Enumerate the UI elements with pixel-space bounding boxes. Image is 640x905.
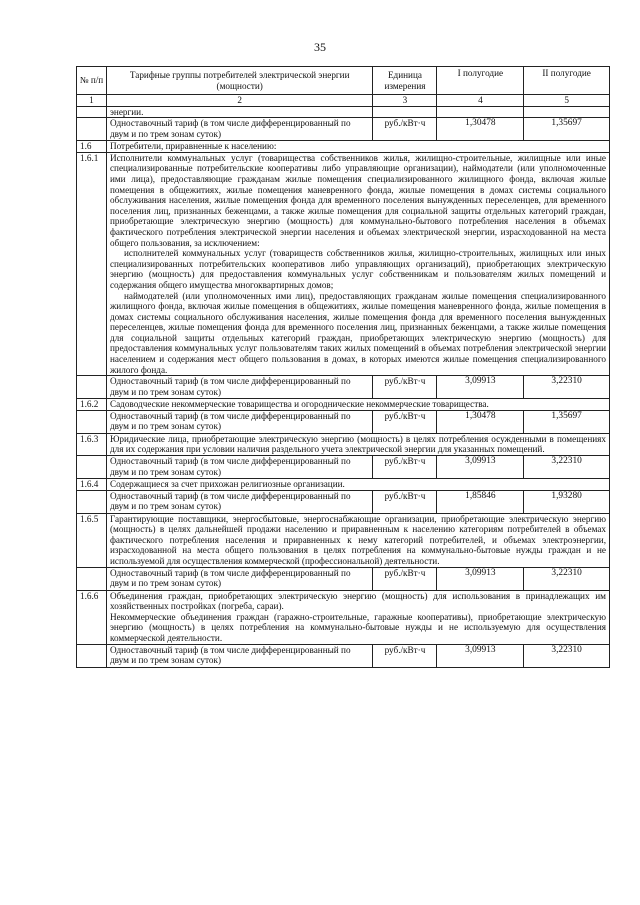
continuation-text: энергии. (106, 106, 373, 118)
unit: руб./кВт·ч (373, 490, 437, 513)
section-title: Потребители, приравненные к населению: (106, 141, 609, 153)
unit: руб./кВт·ч (373, 118, 437, 141)
column-number: 2 (106, 95, 373, 107)
column-number: 1 (77, 95, 107, 107)
table-row (77, 433, 610, 455)
value-h2: 3,22310 (524, 456, 610, 479)
table-row (77, 106, 610, 118)
tariff-label: Одноставочный тариф (в том числе дифференцированный по двум и по трем зонам суток) (106, 456, 373, 479)
row-number: 1.6.6 (77, 590, 107, 644)
row-number: 1.6.3 (77, 433, 107, 455)
paragraph: наймодателей (или уполномоченных ими лиц), предоставляющих гражданам жилые помещения специализированного жилищного фонда, включая жилые помещения в общежитиях, жилые помещения маневренного фонда, жилые помещения в домах системы социального обслуживания населения, жилые помещения фонда для временного поселения вынужденных переселенцев, жилые помещения фонда для временного поселения лиц, признанных беженцами, а также жилые помещения для социальной защиты отдельных категорий граждан, приобретающих электрическую энергию (мощность) для предоставления коммунальных услуг пользователям таких жилых помещений в объемах потребления электрической энергии населением и содержания мест общего пользования в домах, в которых имеются жилые помещения специализированного жилого фонда. (109, 290, 606, 375)
tariff-label: Одноставочный тариф (в том числе дифференцированный по двум и по трем зонам суток) (106, 644, 373, 667)
tariff-row (77, 118, 610, 141)
value-h1: 3,09913 (437, 376, 524, 399)
table-header-row (77, 67, 610, 95)
tariff-label: Одноставочный тариф (в том числе дифференцированный по двум и по трем зонам суток) (106, 567, 373, 590)
row-text: Гарантирующие поставщики, энергосбытовые, энергоснабжающие организации, приобретающие электрическую энергию (мощность) в целях дальнейшей продажи населению и приравненным к населению категориям потребителей в объемах фактического потребления населения и приравненных к нему категорий потребителей, и объемах электроэнергии, израсходованной на места общего пользования в целях потребления на коммунально-бытовые нужды граждан и не используемой для осуществления коммерческой (профессиональной) деятельности. (106, 513, 609, 567)
paragraph: Некоммерческие объединения граждан (гаражно-строительные, гаражные кооперативы), приобретающие электрическую энергию (мощность) в целях потребления на коммунально-бытовые нужды и не используемую для осуществления коммерческой деятельности. (109, 611, 606, 643)
row-number: 1.6.5 (77, 513, 107, 567)
paragraph: Объединения граждан, приобретающих электрическую энергию (мощность) для использования в принадлежащих им хозяйственных постройках (погреба, сараи). (109, 590, 606, 612)
paragraph: исполнителей коммунальных услуг (товариществ собственников жилья, жилищно-строительных, жилищных или иных специализированных потребительских кооперативов либо управляющих организаций), приобретающих электрическую энергию (мощность) для предоставления коммунальных услуг собственникам и пользователям жилых помещений и содержания общего имущества многоквартирных домов; (109, 248, 606, 290)
tariff-row (77, 376, 610, 399)
paragraph: Исполнители коммунальных услуг (товарищества собственников жилья, жилищно-строительные, жилищные или иные специализированные потребительские кооперативы либо управляющие организации), наймодатели (или уполномоченные ими лица), предоставляющие гражданам жилые помещения специализированного жилищного фонда, включая жилые помещения в общежитиях, жилые помещения маневренного фонда, жилые помещения в домах системы социального обслуживания населения, жилые помещения фонда для временного поселения вынужденных переселенцев, для временного поселения лиц, признанных беженцами, а также жилые помещения для социальной защиты отдельных категорий граждан, приобретающие электрическую энергию (мощность) для коммунально-бытового потребления населения в объемах фактического потребления электрической энергии населения и объемах электрической энергии, израсходованной на места общего пользования, за исключением: (109, 152, 606, 248)
header-h1: I полугодие (437, 67, 524, 95)
value-h2: 1,35697 (524, 410, 610, 433)
value-h2: 1,93280 (524, 490, 610, 513)
tariff-row (77, 490, 610, 513)
page-number: 35 (314, 40, 326, 54)
row-text: Юридические лица, приобретающие электрическую энергию (мощность) в целях потребления осужденными в помещениях для их содержания при условии наличия раздельного учета электрической энергии для указанных помещений. (106, 433, 609, 455)
value-h1: 3,09913 (437, 644, 524, 667)
column-number: 3 (373, 95, 437, 107)
row-text: Садоводческие некоммерческие товарищества и огороднические некоммерческие товарищества. (106, 399, 609, 411)
tariff-table (76, 66, 610, 668)
tariff-label: Одноставочный тариф (в том числе дифференцированный по двум и по трем зонам суток) (106, 118, 373, 141)
table-row (77, 513, 610, 567)
header-unit: Единица измерения (373, 67, 437, 95)
section-row (77, 141, 610, 153)
table-row (77, 152, 610, 375)
value-h1: 1,30478 (437, 410, 524, 433)
value-h1: 3,09913 (437, 456, 524, 479)
table-row (77, 479, 610, 491)
value-h1: 1,85846 (437, 490, 524, 513)
row-number: 1.6.4 (77, 479, 107, 491)
tariff-row (77, 644, 610, 667)
tariff-row (77, 456, 610, 479)
header-num: № п/п (77, 67, 107, 95)
tariff-label: Одноставочный тариф (в том числе дифференцированный по двум и по трем зонам суток) (106, 376, 373, 399)
table-row (77, 590, 610, 644)
table-row (77, 399, 610, 411)
row-number: 1.6 (77, 141, 107, 153)
tariff-row (77, 410, 610, 433)
column-number: 4 (437, 95, 524, 107)
tariff-label: Одноставочный тариф (в том числе дифференцированный по двум и по трем зонам суток) (106, 410, 373, 433)
unit: руб./кВт·ч (373, 567, 437, 590)
tariff-label: Одноставочный тариф (в том числе дифференцированный по двум и по трем зонам суток) (106, 490, 373, 513)
header-h2: II полугодие (524, 67, 610, 95)
row-number: 1.6.2 (77, 399, 107, 411)
value-h2: 3,22310 (524, 567, 610, 590)
value-h2: 1,35697 (524, 118, 610, 141)
unit: руб./кВт·ч (373, 410, 437, 433)
value-h1: 1,30478 (437, 118, 524, 141)
value-h2: 3,22310 (524, 376, 610, 399)
unit: руб./кВт·ч (373, 644, 437, 667)
row-number: 1.6.1 (77, 152, 107, 375)
header-group: Тарифные группы потребителей электрической энергии (мощности) (106, 67, 373, 95)
column-number-row (77, 95, 610, 107)
tariff-row (77, 567, 610, 590)
value-h2: 3,22310 (524, 644, 610, 667)
column-number: 5 (524, 95, 610, 107)
unit: руб./кВт·ч (373, 456, 437, 479)
value-h1: 3,09913 (437, 567, 524, 590)
unit: руб./кВт·ч (373, 376, 437, 399)
row-text: Содержащиеся за счет прихожан религиозные организации. (106, 479, 609, 491)
